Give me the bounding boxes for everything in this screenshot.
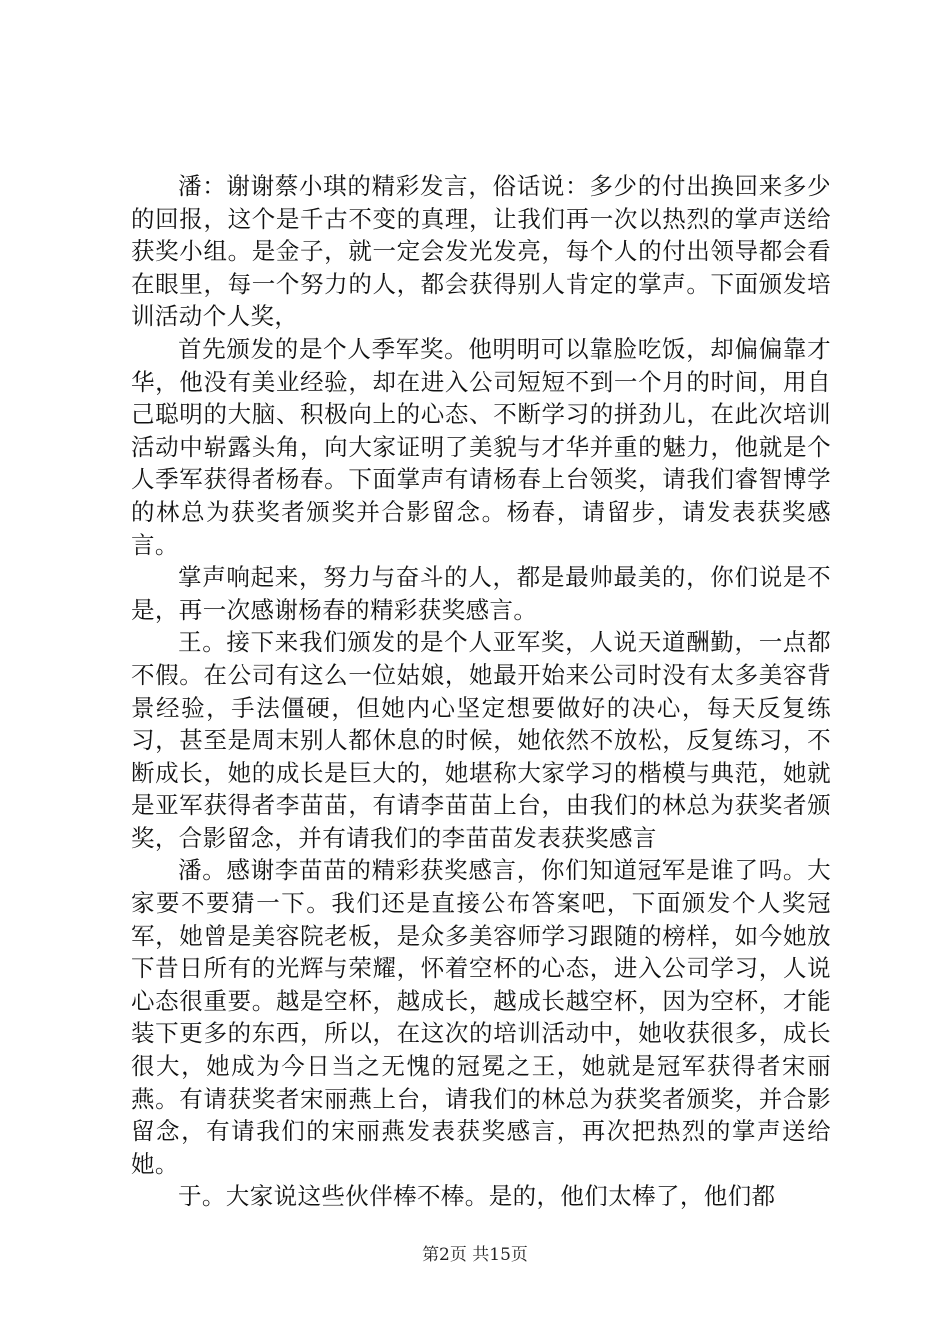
document-body	[131, 170, 831, 1213]
paragraph-5: 潘。感谢李苗苗的精彩获奖感言，你们知道冠军是谁了吗。大家要不要猜一下。我们还是直接公布答案吧，下面颁发个人奖冠军，她曾是美容院老板，是众多美容师学习跟随的榜样，如今她放下昔日所有的光辉与荣耀，怀着空杯的心态，进入公司学习，人说心态很重要。越是空杯，越成长，越成长越空杯，因为空杯，才能装下更多的东西，所以，在这次的培训活动中，她收获很多，成长很大，她成为今日当之无愧的冠冕之王，她就是冠军获得者宋丽燕。有请获奖者宋丽燕上台，请我们的林总为获奖者颁奖，并合影留念，有请我们的宋丽燕发表获奖感言，再次把热烈的掌声送给她。	[131, 856, 831, 1178]
paragraph-4: 王。接下来我们颁发的是个人亚军奖，人说天道酬勤，一点都不假。在公司有这么一位姑娘，她最开始来公司时没有太多美容背景经验，手法僵硬，但她内心坚定想要做好的决心，每天反复练习，甚至是周末别人都休息的时候，她依然不放松，反复练习，不断成长，她的成长是巨大的，她堪称大家学习的楷模与典范，她就是亚军获得者李苗苗，有请李苗苗上台，由我们的林总为获奖者颁奖，合影留念，并有请我们的李苗苗发表获奖感言	[131, 628, 831, 852]
paragraph-2: 首先颁发的是个人季军奖。他明明可以靠脸吃饭，却偏偏靠才华，他没有美业经验，却在进入公司短短不到一个月的时间，用自己聪明的大脑、积极向上的心态、不断学习的拼劲儿，在此次培训活动中崭露头角，向大家证明了美貌与才华并重的魅力，他就是个人季军获得者杨春。下面掌声有请杨春上台领奖，请我们睿智博学的林总为获奖者颁奖并合影留念。杨春，请留步，请发表获奖感言。	[131, 334, 831, 559]
page-number-label: 第2页 共15页	[422, 1245, 528, 1265]
page-footer	[0, 1244, 950, 1266]
paragraph-6: 于。大家说这些伙伴棒不棒。是的，他们太棒了，他们都	[178, 1182, 776, 1211]
paragraph-1: 潘：谢谢蔡小琪的精彩发言，俗话说：多少的付出换回来多少的回报，这个是千古不变的真理，让我们再一次以热烈的掌声送给获奖小组。是金子，就一定会发光发亮，每个人的付出领导都会看在眼里，每一个努力的人，都会获得别人肯定的掌声。下面颁发培训活动个人奖，	[131, 172, 831, 331]
paragraph-3: 掌声响起来，努力与奋斗的人，都是最帅最美的，你们说是不是，再一次感谢杨春的精彩获奖感言。	[131, 563, 831, 624]
